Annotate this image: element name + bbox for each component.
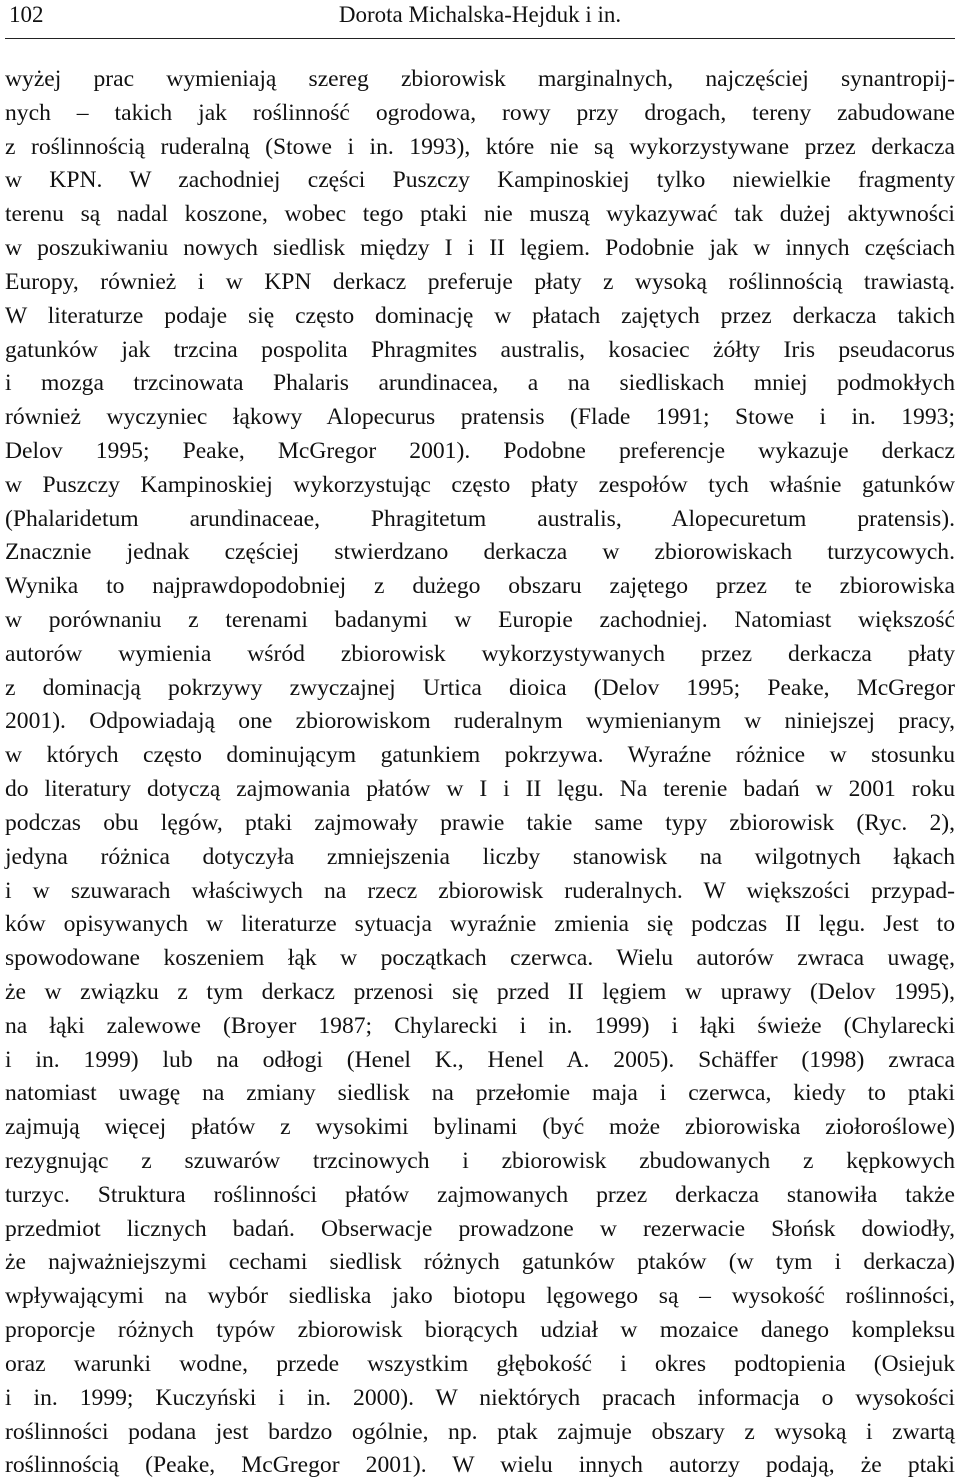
text-line: i mozga trzcinowata Phalaris arundinacea, a na siedliskach mniej podmokłych (5, 370, 955, 397)
text-line: W literaturze podaje się często dominację w płatach zajętych przez derkacza takich (5, 302, 955, 329)
text-line: w poszukiwaniu nowych siedlisk między I i II lęgiem. Podobnie jak w innych częściach (5, 235, 955, 262)
text-line: roślinności podana jest bardzo ogólnie, np. ptak zajmuje obszary z wysoką i zwartą (5, 1418, 955, 1445)
text-line: w porównaniu z terenami badanymi w Europie zachodniej. Natomiast większość (5, 607, 955, 633)
text-line: autorów wymienia wśród zbiorowisk wykorzystywanych przez derkacza płaty (5, 640, 955, 667)
text-line: wpływającymi na wybór siedliska jako biotopu lęgowego są – wysokość roślinności, (5, 1283, 955, 1310)
text-line: terenu są nadal koszone, wobec tego ptaki nie muszą wykazywać tak dużej aktywności (5, 201, 955, 228)
text-line: również wyczyniec łąkowy Alopecurus pratensis (Flade 1991; Stowe i in. 1993; (5, 404, 955, 431)
text-line: ków opisywanych w literaturze sytuacja wyraźnie zmienia się podczas II lęgu. Jest to (5, 911, 955, 938)
text-line: w KPN. W zachodniej części Puszczy Kampinoskiej tylko niewielkie fragmenty (5, 167, 955, 194)
text-line: i in. 1999; Kuczyński i in. 2000). W niektórych pracach informacja o wysokości (5, 1384, 955, 1411)
running-head: Dorota Michalska-Hejduk i in. (338, 2, 622, 27)
page-number: 102 (9, 2, 44, 27)
text-line: jedyna różnica dotyczyła zmniejszenia liczby stanowisk na wilgotnych łąkach (5, 843, 955, 870)
text-line: Europy, również i w KPN derkacz preferuje płaty z wysoką roślinnością trawiastą. (5, 268, 955, 295)
text-line: (Phalaridetum arundinaceae, Phragitetum australis, Alopecuretum pratensis). (5, 505, 955, 532)
text-line: że w związku z tym derkacz przenosi się przed II lęgiem w uprawy (Delov 1995), (5, 978, 955, 1005)
text-line: z roślinnością ruderalną (Stowe i in. 1993), które nie są wykorzystywane przez derkacza (5, 133, 955, 160)
text-line: zajmują więcej płatów z wysokimi bylinami (być może zbiorowiska ziołoroślowe) (5, 1114, 955, 1141)
text-line: Delov 1995; Peake, McGregor 2001). Podobne preferencje wykazuje derkacz (5, 437, 955, 464)
text-line: 2001). Odpowiadają one zbiorowiskom ruderalnym wymienianym w niniejszej pracy, (5, 708, 955, 735)
text-line: w których często dominującym gatunkiem pokrzywa. Wyraźne różnice w stosunku (5, 742, 955, 769)
text-line: oraz warunki wodne, przede wszystkim głębokość i okres podtopienia (Osiejuk (5, 1350, 955, 1377)
text-line: że najważniejszymi cechami siedlisk różnych gatunków ptaków (w tym i derkacza) (5, 1249, 955, 1276)
text-line: roślinnością (Peake, McGregor 2001). W wielu innych autorzy podają, że ptaki (5, 1452, 955, 1479)
body-text (5, 63, 955, 1483)
page-header (5, 0, 955, 39)
text-line: spowodowane koszeniem łąk w początkach czerwca. Wielu autorów zwraca uwagę, (5, 945, 955, 972)
text-line: nych – takich jak roślinność ogrodowa, rowy przy drogach, tereny zabudowane (5, 99, 955, 126)
text-line: i in. 1999) lub na odłogi (Henel K., Henel A. 2005). Schäffer (1998) zwraca (5, 1046, 955, 1073)
text-line: na łąki zalewowe (Broyer 1987; Chylarecki i in. 1999) i łąki świeże (Chylarecki (5, 1012, 955, 1039)
text-line: Znacznie jednak częściej stwierdzano derkacza w zbiorowiskach turzycowych. (5, 539, 955, 566)
text-line: podczas obu lęgów, ptaki zajmowały prawie takie same typy zbiorowisk (Ryc. 2), (5, 809, 955, 836)
text-line: Wynika to najprawdopodobniej z dużego obszaru zajętego przez te zbiorowiska (5, 573, 955, 600)
text-line: do literatury dotyczą zajmowania płatów w I i II lęgu. Na terenie badań w 2001 roku (5, 776, 955, 803)
text-line: i w szuwarach właściwych na rzecz zbiorowisk ruderalnych. W większości przypad- (5, 877, 955, 904)
text-line: wyżej prac wymieniają szereg zbiorowisk marginalnych, najczęściej synantropij- (5, 66, 955, 92)
text-line: proporcje różnych typów zbiorowisk biorących udział w mozaice danego kompleksu (5, 1317, 955, 1344)
text-line: turzyc. Struktura roślinności płatów zajmowanych przez derkacza stanowiła także (5, 1181, 955, 1208)
text-line: gatunków jak trzcina pospolita Phragmites australis, kosaciec żółty Iris pseudacorus (5, 336, 955, 363)
text-line: przedmiot licznych badań. Obserwacje prowadzone w rezerwacie Słońsk dowiodły, (5, 1215, 955, 1242)
text-line: rezygnując z szuwarów trzcinowych i zbiorowisk zbudowanych z kępkowych (5, 1148, 955, 1174)
text-line: z dominacją pokrzywy zwyczajnej Urtica dioica (Delov 1995; Peake, McGregor (5, 674, 955, 701)
text-line: w Puszczy Kampinoskiej wykorzystując często płaty zespołów tych właśnie gatunków (5, 471, 955, 498)
text-line: natomiast uwagę na zmiany siedlisk na przełomie maja i czerwca, kiedy to ptaki (5, 1080, 955, 1107)
